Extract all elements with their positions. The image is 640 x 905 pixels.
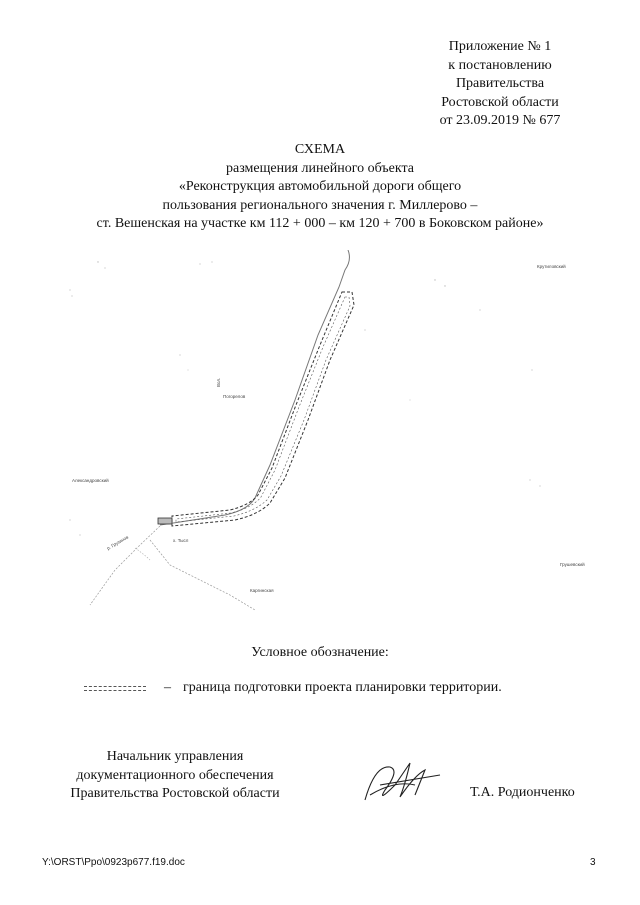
road-start-marker [158, 518, 172, 524]
title-line: пользования регионального значения г. Миллерово – [162, 197, 478, 213]
scheme-map [60, 250, 620, 625]
label-krutovsky: Крутиловский [537, 264, 566, 269]
label-gruzinov: р. Грузинов [106, 534, 130, 551]
label-karginskaya: Каргинская [250, 588, 274, 593]
label-grushevka: Грушевский [560, 562, 585, 567]
appendix-block [400, 38, 600, 131]
map-terrain-dots [69, 261, 540, 535]
planning-boundary-outer [172, 292, 354, 526]
main-road [160, 250, 349, 525]
legend-item [84, 680, 604, 700]
appendix-line: Приложение № 1 [448, 39, 552, 54]
title-line: ст. Вешенская на участке км 112 + 000 – км 120 + 700 в Боковском районе» [96, 216, 544, 231]
title-line: размещения линейного объекта [226, 160, 414, 176]
signer-line: Правительства Ростовской области [70, 786, 280, 801]
title-heading: СХЕМА [294, 142, 346, 157]
page-number: 3 [590, 857, 596, 868]
label-vol: Вол. [216, 377, 221, 387]
map-drawing [60, 250, 620, 625]
appendix-line: Правительства [455, 76, 545, 91]
document-title [0, 141, 640, 234]
appendix-line: к постановлению [448, 57, 552, 73]
legend-boundary-swatch [84, 686, 146, 691]
label-alexandrovsky: Александровский [72, 478, 109, 483]
signer-position [40, 748, 310, 804]
legend-text: граница подготовки проекта планировки территории. [183, 680, 502, 695]
planning-boundary-inner [176, 297, 350, 522]
footer-file-path: Y:\ORST\Ppo\0923p677.f19.doc [42, 857, 185, 868]
secondary-road-small [135, 548, 150, 560]
label-kartavsky: х. Тысл [173, 538, 189, 543]
legend-dash: – [164, 680, 171, 695]
signer-line: документационного обеспечения [76, 767, 274, 783]
signer-line: Начальник управления [106, 749, 244, 764]
legend-title: Условное обозначение: [251, 645, 389, 660]
title-line: «Реконструкция автомобильной дороги общего [178, 179, 462, 194]
label-pogorelov: Погорелов [223, 394, 246, 399]
handwritten-signature [355, 755, 445, 810]
signer-name: Т.А. Родионченко [470, 785, 575, 800]
secondary-road-south [150, 540, 255, 610]
appendix-line: Ростовской области [441, 94, 559, 110]
appendix-line: от 23.09.2019 № 677 [439, 113, 561, 128]
